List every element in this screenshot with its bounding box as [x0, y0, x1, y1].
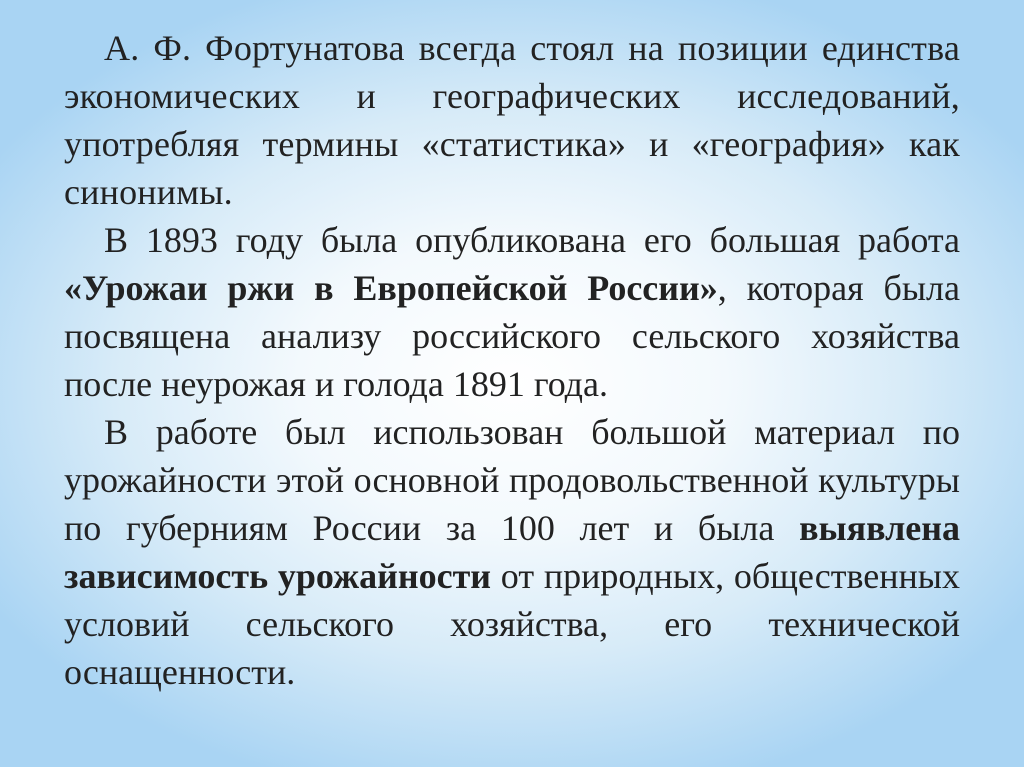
paragraph-fortunatov-position [64, 24, 960, 216]
slide-content [64, 24, 960, 744]
paragraph-text: В 1893 году была опубликована его большая работа [104, 220, 960, 260]
paragraph-research-material [64, 408, 960, 696]
book-title: «Урожаи ржи в Европейской России» [64, 268, 718, 308]
paragraph-text: В работе был использован большой материал по урожайности этой основной продовольственной культуры по губерниям России за 100 лет и была [64, 412, 960, 548]
paragraph-text: от природных, общественных условий сельского хозяйства, его технической оснащенности. [64, 556, 960, 692]
paragraph-text: , которая была посвящена анализу российского сельского хозяйства после неурожая и голода 1891 года. [64, 268, 960, 404]
key-finding: выявлена зависимость урожайности [64, 508, 960, 596]
paragraph-text: А. Ф. Фортунатова всегда стоял на позиции единства экономических и географических исследований, употребляя термины «статистика» и «география» как синонимы. [64, 28, 960, 212]
paragraph-1893-publication [64, 216, 960, 408]
